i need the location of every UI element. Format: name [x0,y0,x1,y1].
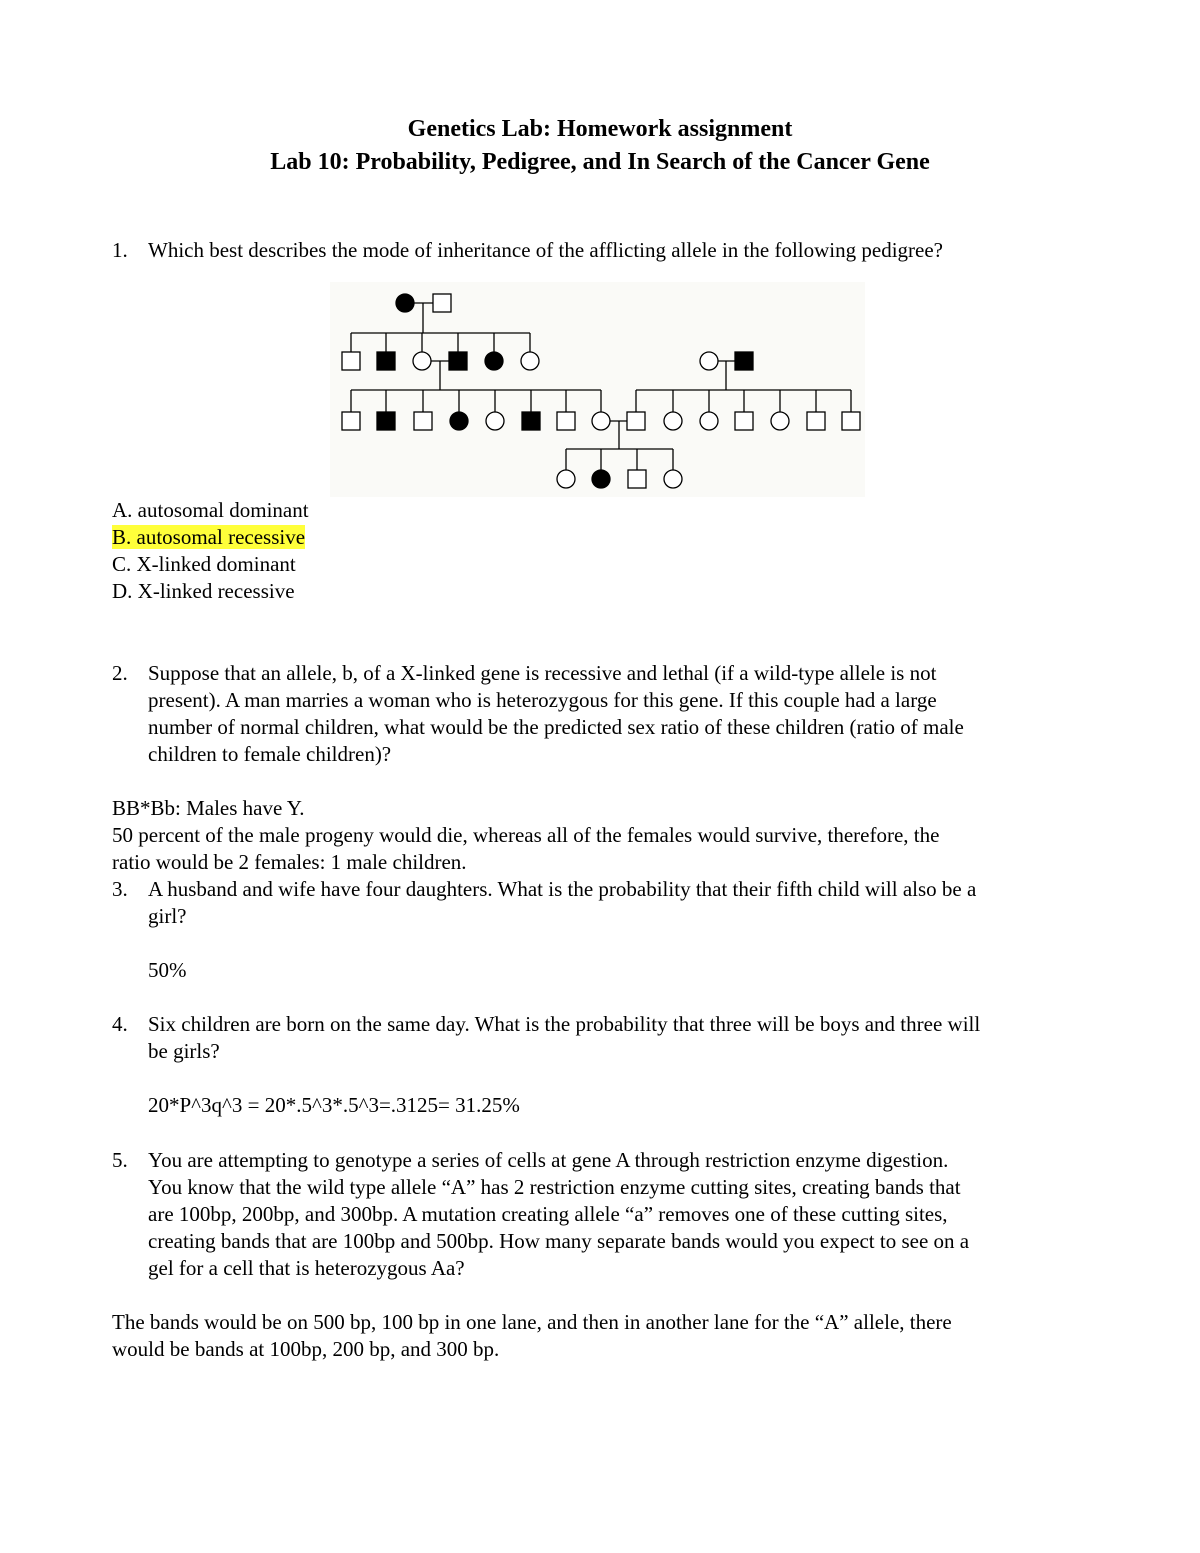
q4-line: Six children are born on the same day. What is the probability that three will be boys and three will [148,1012,981,1036]
female-unaffected-symbol [592,412,610,430]
female-unaffected-symbol [557,470,575,488]
male-affected-symbol [522,412,540,430]
female-unaffected-symbol [664,412,682,430]
female-affected-symbol [450,412,468,430]
q2-answer-line: BB*Bb: Males have Y. [112,796,305,820]
female-affected-symbol [592,470,610,488]
q5-line: creating bands that are 100bp and 500bp. How many separate bands would you expect to see on a [148,1229,970,1253]
q1-option-a: A. autosomal dominant [112,498,309,522]
q1-option-d: D. X-linked recessive [112,579,295,603]
q2-number: 2. [112,661,128,685]
q4-answer: 20*P^3q^3 = 20*.5^3*.5^3=.3125= 31.25% [148,1093,520,1117]
q5-line: gel for a cell that is heterozygous Aa? [148,1256,465,1280]
q1-option-c: C. X-linked dominant [112,552,296,576]
q2-answer-line: 50 percent of the male progeny would die, whereas all of the females would survive, therefore, the [112,823,940,847]
q1-number: 1. [112,238,128,262]
q1-option-b-highlighted [112,524,305,551]
q3-line: A husband and wife have four daughters. What is the probability that their fifth child will also be a [148,877,977,901]
q3-answer: 50% [148,958,187,982]
q2-line: children to female children)? [148,742,392,766]
male-unaffected-symbol [342,412,360,430]
male-unaffected-symbol [433,294,451,312]
q4-number: 4. [112,1012,128,1036]
q5-answer-line: would be bands at 100bp, 200 bp, and 300 bp. [112,1337,500,1361]
q3-number: 3. [112,877,128,901]
male-unaffected-symbol [842,412,860,430]
male-unaffected-symbol [342,352,360,370]
q1-text: Which best describes the mode of inheritance of the afflicting allele in the following pedigree? [148,238,943,262]
female-unaffected-symbol [521,352,539,370]
female-unaffected-symbol [486,412,504,430]
female-affected-symbol [396,294,414,312]
q2-answer-line: ratio would be 2 females: 1 male children. [112,850,467,874]
male-affected-symbol [735,352,753,370]
male-unaffected-symbol [627,412,645,430]
male-unaffected-symbol [557,412,575,430]
document-title: Genetics Lab: Homework assignment [407,116,793,142]
q3-line: girl? [148,904,187,928]
female-unaffected-symbol [771,412,789,430]
highlight: B. autosomal recessive [112,525,306,549]
male-affected-symbol [449,352,467,370]
male-affected-symbol [377,352,395,370]
q5-number: 5. [112,1148,128,1172]
female-unaffected-symbol [700,352,718,370]
female-unaffected-symbol [413,352,431,370]
male-unaffected-symbol [414,412,432,430]
q5-line: You know that the wild type allele “A” has 2 restriction enzyme cutting sites, creating bands that [148,1175,961,1199]
q2-line: Suppose that an allele, b, of a X-linked gene is recessive and lethal (if a wild-type allele is not [148,661,937,685]
female-affected-symbol [485,352,503,370]
q2-line: present). A man marries a woman who is heterozygous for this gene. If this couple had a large [148,688,937,712]
q4-line: be girls? [148,1039,220,1063]
female-unaffected-symbol [664,470,682,488]
q5-answer-line: The bands would be on 500 bp, 100 bp in one lane, and then in another lane for the “A” allele, there [112,1310,952,1334]
female-unaffected-symbol [700,412,718,430]
document-subtitle: Lab 10: Probability, Pedigree, and In Search of the Cancer Gene [270,149,930,175]
q5-line: You are attempting to genotype a series of cells at gene A through restriction enzyme digestion. [148,1148,949,1172]
pedigree-chart [330,282,865,497]
male-affected-symbol [377,412,395,430]
q5-line: are 100bp, 200bp, and 300bp. A mutation creating allele “a” removes one of these cutting sites, [148,1202,948,1226]
male-unaffected-symbol [807,412,825,430]
male-unaffected-symbol [628,470,646,488]
q2-line: number of normal children, what would be the predicted sex ratio of these children (ratio of male [148,715,964,739]
male-unaffected-symbol [735,412,753,430]
